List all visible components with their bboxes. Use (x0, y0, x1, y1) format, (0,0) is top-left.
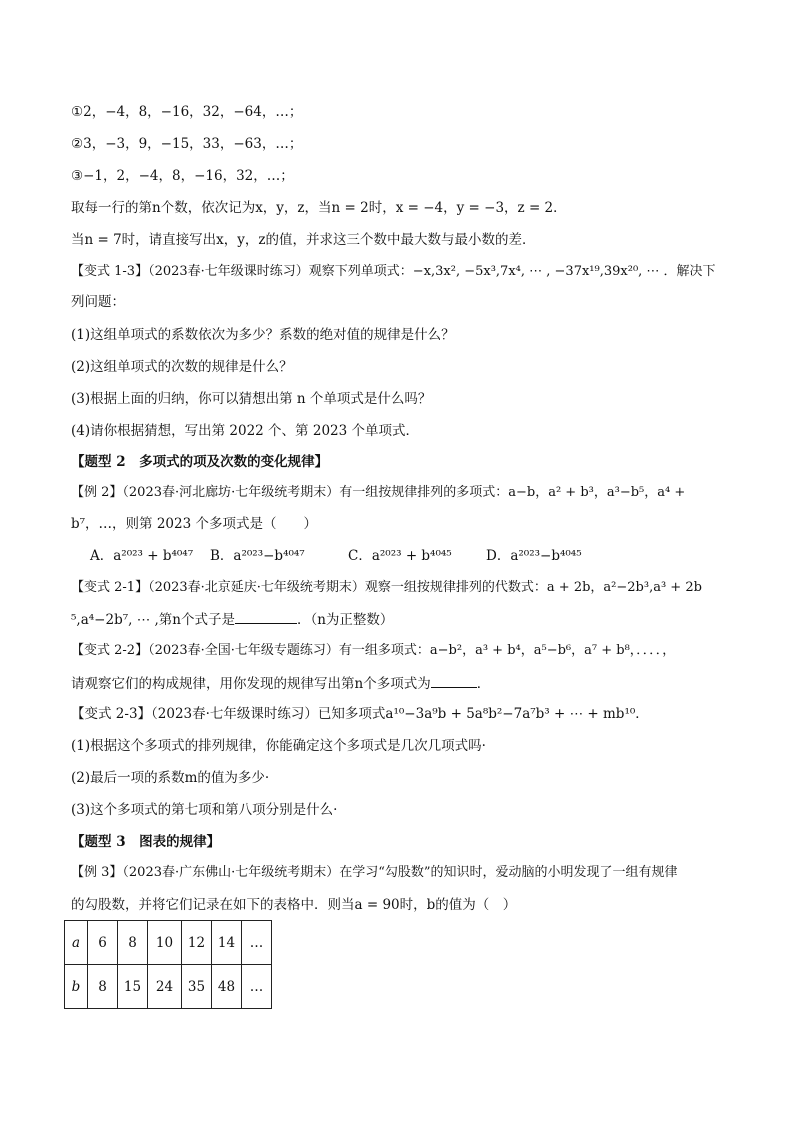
option-c: C．a²⁰²³ + b⁴⁰⁴⁵ (348, 548, 452, 564)
variant-2-2-title: 【变式 2-2】（2023春·全国·七年级专题练习）有一组多项式：a−b²，a³ + b⁴，a⁵−b⁶，a⁷ + b⁸，．．．．， (71, 643, 676, 658)
sub-question-2-3-1: (1)根据这个多项式的排列规律，你能确定这个多项式是几次几项式吗· (71, 738, 486, 754)
sub-question-2-3-2: (2)最后一项的系数m的值为多少· (71, 770, 270, 786)
variant-2-1-cont (71, 609, 393, 630)
table-cell: 8 (88, 965, 118, 1009)
example-3-title: 【例 3】（2023春·广东佛山·七年级统考期末）在学习“勾股数”的知识时，爱动脑的小明发现了一组有规律 (71, 865, 678, 880)
sequence-line-2: ②3，−3，9，−15，33，−63，…； (71, 136, 303, 152)
table-cell: b (65, 965, 88, 1009)
option-d: D．a²⁰²³−b⁴⁰⁴⁵ (486, 548, 582, 564)
variant-1-3-cont: 列问题： (71, 294, 125, 310)
sequence-line-1: ①2，−4，8，−16，32，−64，…； (71, 104, 303, 120)
table-cell: 10 (148, 921, 182, 965)
table-cell: 8 (118, 921, 148, 965)
instruction-line: 取每一行的第n个数，依次记为x，y，z，当n = 2时，x = −4，y = −3，z = 2． (71, 200, 567, 216)
variant-2-1-title: 【变式 2-1】（2023春·北京延庆·七年级统考期末）观察一组按规律排列的代数式：a + 2b，a²−2b³,a³ + 2b (71, 580, 702, 595)
sub-question-4: (4)请你根据猜想，写出第 2022 个、第 2023 个单项式． (71, 423, 420, 439)
sub-question-2: (2)这组单项式的次数的规律是什么？ (71, 359, 293, 375)
option-a: A．a²⁰²³ + b⁴⁰⁴⁷ (90, 548, 194, 564)
table-cell: 6 (88, 921, 118, 965)
example-2-title: 【例 2】（2023春·河北廊坊·七年级统考期末）有一组按规律排列的多项式：a−b，a² + b³，a³−b⁵，a⁴ + (71, 485, 686, 500)
table-row (65, 921, 272, 965)
table-cell: 35 (182, 965, 212, 1009)
example-2-cont: b⁷，…，则第 2023 个多项式是（ ） (71, 516, 317, 532)
variant-2-2-text: 请观察它们的构成规律，用你发现的规律写出第n个多项式为 (71, 676, 431, 692)
table-cell: 15 (118, 965, 148, 1009)
table-cell: 14 (212, 921, 242, 965)
table-cell: … (242, 965, 272, 1009)
option-b: B．a²⁰²³−b⁴⁰⁴⁷ (210, 548, 305, 564)
pythagorean-table (64, 920, 272, 1009)
table-cell: a (65, 921, 88, 965)
section-heading-3: 【题型 3 图表的规律】 (71, 834, 221, 850)
table-cell: 12 (182, 921, 212, 965)
section-heading-2: 【题型 2 多项式的项及次数的变化规律】 (71, 454, 329, 470)
answer-blank-2-2[interactable] (431, 673, 477, 688)
sub-question-3: (3)根据上面的归纳，你可以猜想出第 n 个单项式是什么吗？ (71, 391, 432, 407)
variant-2-2-cont (71, 673, 490, 694)
table-row (65, 965, 272, 1009)
answer-blank-2-1[interactable] (235, 609, 297, 624)
variant-2-3-title: 【变式 2-3】（2023春·七年级课时练习）已知多项式a¹⁰−3a⁹b + 5a⁸b²−7a⁷b³ + ⋯ + mb¹⁰． (71, 706, 649, 722)
sub-question-1: (1)这组单项式的系数依次为多少？系数的绝对值的规律是什么？ (71, 327, 455, 343)
table-cell: 24 (148, 965, 182, 1009)
question-line: 当n = 7时，请直接写出x，y，z的值，并求这三个数中最大数与最小数的差． (71, 232, 536, 248)
variant-2-1-note: ．（n为正整数） (296, 612, 394, 628)
sub-question-2-3-3: (3)这个多项式的第七项和第八项分别是什么· (71, 802, 338, 818)
example-3-cont: 的勾股数，并将它们记录在如下的表格中．则当a = 90时，b的值为（ ） (71, 897, 517, 913)
variant-2-1-text: ⁵,a⁴−2b⁷, ⋯ ,第n个式子是 (71, 612, 235, 628)
table-cell: 48 (212, 965, 242, 1009)
variant-2-2-end: ． (476, 676, 491, 692)
table-cell: … (242, 921, 272, 965)
sequence-line-3: ③−1，2，−4，8，−16，32，…； (71, 168, 294, 184)
variant-1-3-title: 【变式 1-3】（2023春·七年级课时练习）观察下列单项式：−x,3x², −5x³,7x⁴, ⋯ , −37x¹⁹,39x²⁰, ⋯ ．解决下 (71, 264, 716, 279)
